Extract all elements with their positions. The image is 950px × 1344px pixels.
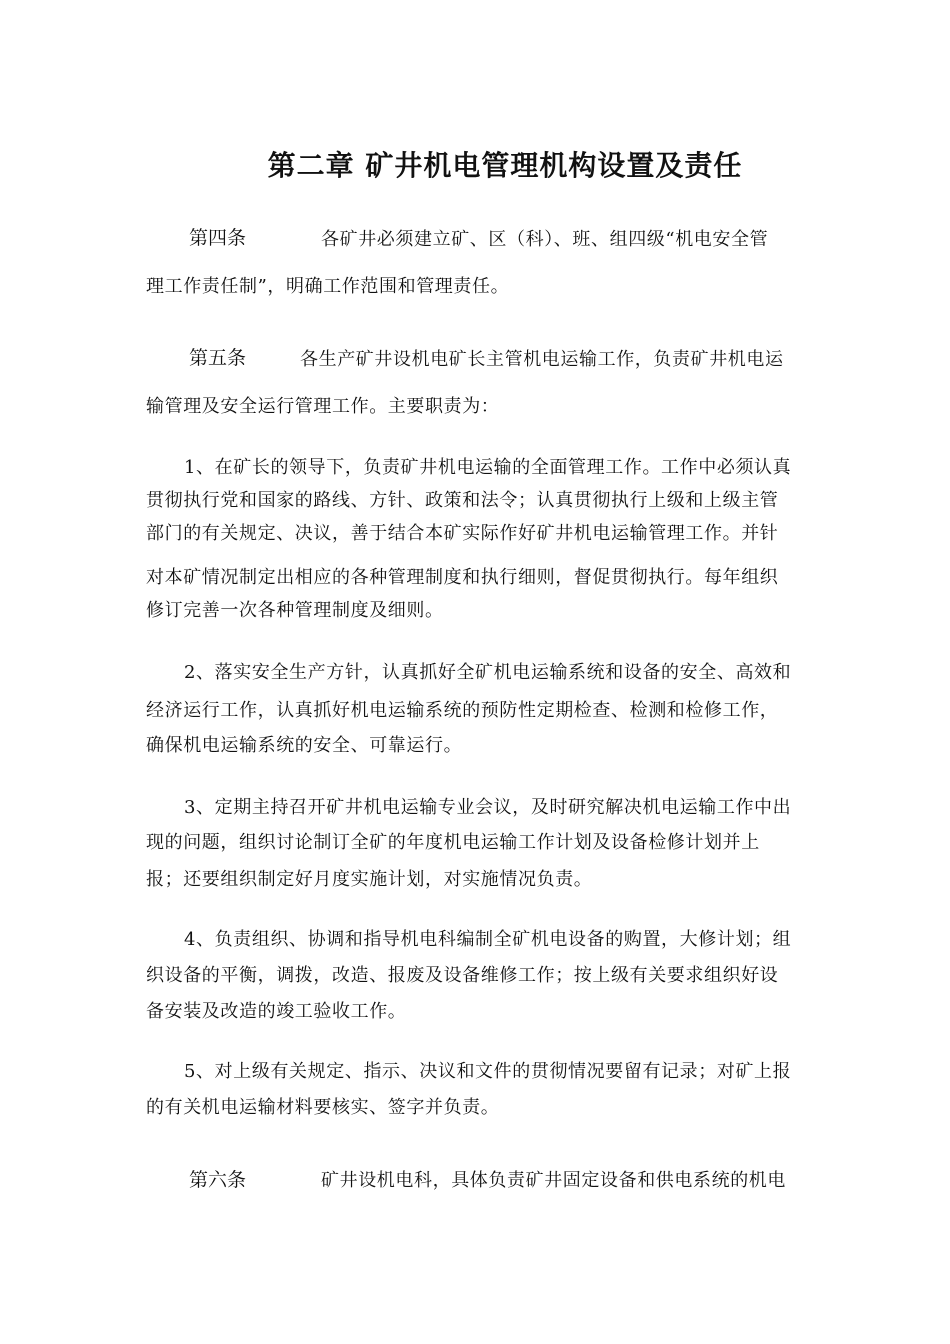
article-4-text-line: 理工作责任制”，明确工作范围和管理责任。 xyxy=(146,276,510,297)
article-6-label: 第六条 xyxy=(189,1169,247,1191)
article-5-text-line: 输管理及安全运行管理工作。主要职责为： xyxy=(146,396,500,417)
duty-3-line: 3、定期主持召开矿井机电运输专业会议，及时研究解决机电运输工作中出 xyxy=(184,797,792,818)
duty-4-line: 织设备的平衡，调拨，改造、报废及设备维修工作；按上级有关要求组织好设 xyxy=(146,965,779,986)
duty-5-line: 5、对上级有关规定、指示、决议和文件的贯彻情况要留有记录；对矿上报 xyxy=(184,1061,792,1082)
duty-3-line: 现的问题，组织讨论制订全矿的年度机电运输工作计划及设备检修计划并上 xyxy=(146,832,760,853)
duty-1-line: 贯彻执行党和国家的路线、方针、政策和法令；认真贯彻执行上级和上级主管 xyxy=(146,490,779,511)
duty-2-line: 经济运行工作，认真抓好机电运输系统的预防性定期检查、检测和检修工作， xyxy=(146,700,779,721)
duty-4-line: 4、负责组织、协调和指导机电科编制全矿机电设备的购置，大修计划；组 xyxy=(184,929,792,950)
duty-2-line: 2、落实安全生产方针，认真抓好全矿机电运输系统和设备的安全、高效和 xyxy=(184,662,792,683)
duty-5-line: 的有关机电运输材料要核实、签字并负责。 xyxy=(146,1097,500,1118)
duty-3-line: 报；还要组织制定好月度实施计划，对实施情况负责。 xyxy=(146,869,593,890)
duty-2-line: 确保机电运输系统的安全、可靠运行。 xyxy=(146,735,463,756)
duty-1-line: 对本矿情况制定出相应的各种管理制度和执行细则，督促贯彻执行。每年组织 xyxy=(146,567,779,588)
duty-1-line: 修订完善一次各种管理制度及细则。 xyxy=(146,600,444,621)
article-4-label: 第四条 xyxy=(189,227,247,249)
article-4-text-line: 各矿井必须建立矿、区（科）、班、组四级“机电安全管 xyxy=(321,229,769,250)
article-5-text-line: 各生产矿井设机电矿长主管机电运输工作，负责矿井机电运 xyxy=(300,349,784,370)
article-6-text-line: 矿井设机电科，具体负责矿井固定设备和供电系统的机电 xyxy=(321,1170,786,1191)
article-5-label: 第五条 xyxy=(189,347,247,369)
chapter-title: 第二章 矿井机电管理机构设置及责任 xyxy=(267,149,743,182)
duty-1-line: 1、在矿长的领导下，负责矿井机电运输的全面管理工作。工作中必须认真 xyxy=(184,457,792,478)
duty-1-line: 部门的有关规定、决议，善于结合本矿实际作好矿井机电运输管理工作。并针 xyxy=(146,523,779,544)
duty-4-line: 备安装及改造的竣工验收工作。 xyxy=(146,1001,407,1022)
